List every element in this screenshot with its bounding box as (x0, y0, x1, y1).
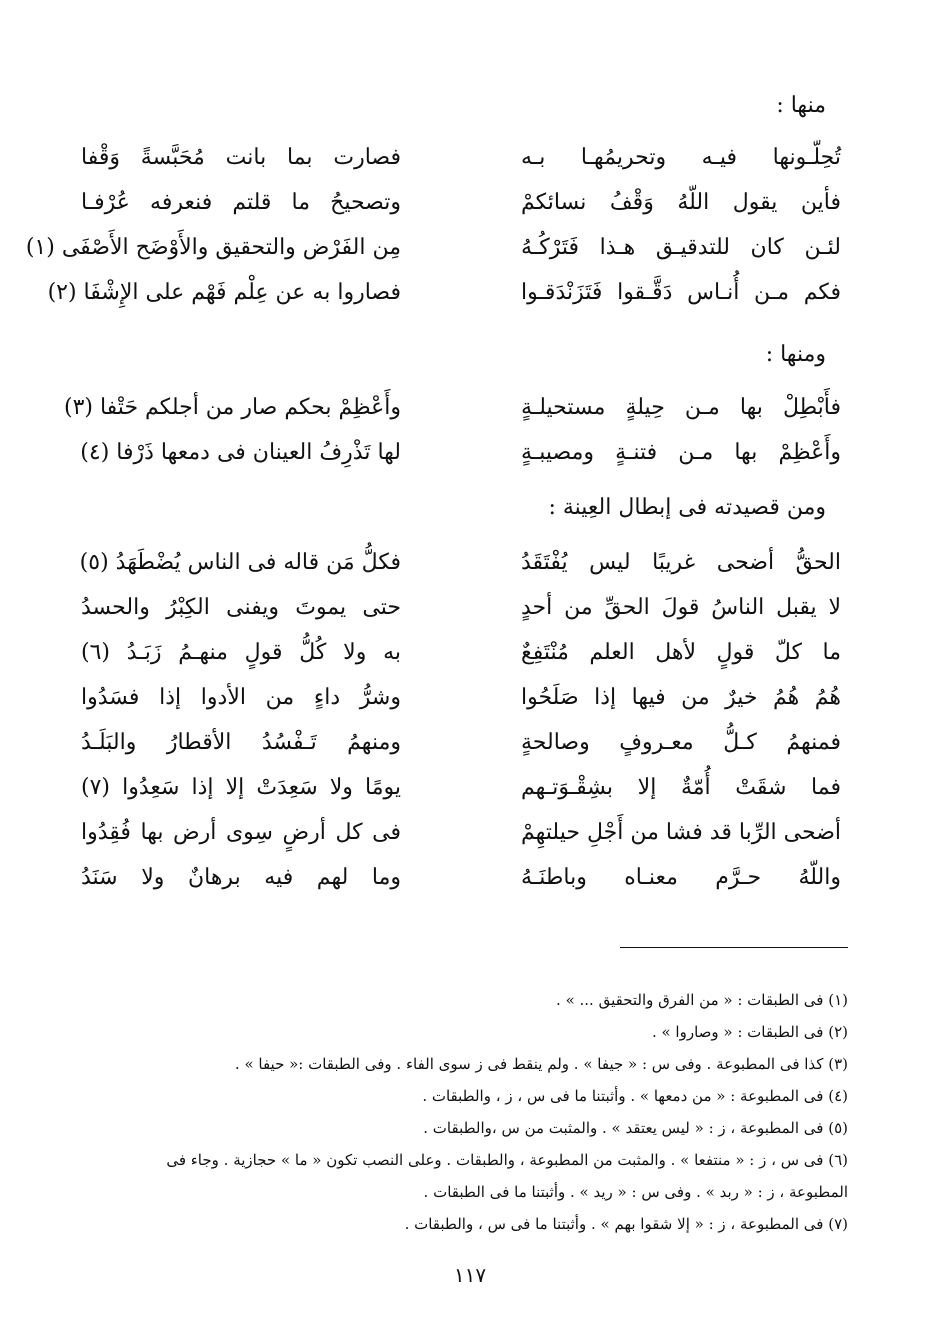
second-hemistich: وشرُّ داءٍ من الأدوا إذا فسَدُوا (81, 684, 401, 710)
second-hemistich: حتى يموتَ ويفنى الكِبْرُ والحسدُ (81, 594, 401, 620)
verse-line (81, 765, 841, 810)
first-hemistich: فأين يقول اللّهُ وَقْفُ نسائكمْ (521, 189, 841, 215)
poem-block (81, 540, 841, 900)
footnote: (٣) كذا فى المطبوعة . وفى س : « جيفا » . ولم ينقط فى ز سوى الفاء . وفى الطبقات :« حيفا » . (234, 1055, 848, 1073)
poem-block (25, 135, 841, 315)
verse-line (81, 855, 841, 900)
section-intro: ومنها : (765, 342, 826, 367)
second-hemistich: وتصحيحُ ما قلتم فنعرفه عُرْفـا (81, 189, 401, 215)
second-hemistich: ومنهمُ تَـفْسُدُ الأقطارُ والبَلَـدُ (81, 729, 401, 755)
second-hemistich: به ولا كُلُّ قولٍ منهـمُ زَبَـدُ (٦) (81, 639, 401, 665)
first-hemistich: فأَبْطِلْ بها مـن حِيلةٍ مستحيلـةٍ (521, 394, 841, 420)
first-hemistich: وأَعْظِمْ بها مـن فتنـةٍ ومصيبـةٍ (521, 439, 841, 465)
verse-line (81, 675, 841, 720)
footnotes (108, 984, 848, 1240)
verse-line (81, 540, 841, 585)
poem-block (63, 385, 841, 475)
verse-line (63, 385, 841, 430)
section-intro: ومن قصيدته فى إبطال العِينة : (548, 495, 826, 520)
second-hemistich: وأَعْظِمْ بحكم صار من أجلكم حَتْفا (٣) (63, 394, 401, 420)
footnote-separator (620, 947, 848, 948)
first-hemistich: واللّهُ حـرَّم معنـاه وباطنَـهُ (521, 864, 841, 890)
second-hemistich: يومًا ولا سَعِدَتْ إلا إذا سَعِدُوا (٧) (81, 774, 401, 800)
verse-line (81, 810, 841, 855)
footnote: (٢) فى الطبقات : « وصاروا » . (651, 1023, 848, 1041)
second-hemistich: فكلُّ مَن قاله فى الناس يُضْطَهَدُ (٥) (79, 549, 401, 575)
second-hemistich: فصارت بما بانت مُحَبَّسةً وَقْفا (81, 144, 401, 170)
second-hemistich: مِن الفَرْض والتحقيق والأَوْضَح الأَصْفَى (١) (25, 234, 401, 260)
footnote: (٧) فى المطبوعة ، ز : « إلا شقوا بهم » . وأثبتنا ما فى س ، والطبقات . (404, 1215, 848, 1233)
first-hemistich: فمنهمُ كـلُّ معـروفٍ وصالحةٍ (521, 729, 841, 755)
verse-line (81, 180, 841, 225)
first-hemistich: لا يقبل الناسُ قولَ الحقِّ من أحدٍ (521, 594, 841, 620)
first-hemistich: ما كلّ قولٍ لأهل العلم مُنْتَفِعٌ (521, 639, 841, 665)
verse-line (81, 430, 841, 475)
footnote: (٦) فى س ، ز : « منتفعا » . والمثبت من المطبوعة ، والطبقات . وعلى النصب تكون « ما » حجازية . وجاء فى المطبوعة ، ز : « ربد » . وفى س : « ريد » . وأثبتنا ما فى الطبقات . (166, 1151, 848, 1201)
second-hemistich: فى كل أرضٍ سِوى أرض بها فُقِدُوا (81, 819, 401, 845)
footnote: (١) فى الطبقات : « من الفرق والتحقيق ... » . (556, 991, 848, 1009)
verse-line (81, 135, 841, 180)
footnote: (٤) فى المطبوعة : « من دمعها » . وأثبتنا ما فى س ، ز ، والطبقات . (422, 1087, 848, 1105)
verse-line (81, 630, 841, 675)
section-intro: منها : (776, 93, 826, 118)
second-hemistich: وما لهم فيه برهانٌ ولا سَنَدُ (81, 864, 401, 890)
verse-line (81, 585, 841, 630)
first-hemistich: فما شقَتْ أُمّةٌ إلا بشِقْـوَتـهم (521, 774, 841, 800)
footnote: (٥) فى المطبوعة ، ز : « ليس يعتقد » . والمثبت من س ،والطبقات . (423, 1119, 848, 1137)
page-number: ١١٧ (453, 1263, 487, 1287)
first-hemistich: الحقُّ أضحى غريبًا ليس يُفْتَقَدُ (521, 549, 841, 575)
first-hemistich: تُحِلّـونها فيـه وتحريمُهـا بـه (521, 144, 841, 170)
first-hemistich: لئـن كان للتدقيـق هـذا فَتَرْكُـهُ (521, 234, 841, 260)
verse-line (25, 225, 841, 270)
verse-line (81, 720, 841, 765)
second-hemistich: فصاروا به عن عِلْم فَهْم على الإِشْفَا (٢) (47, 279, 401, 305)
first-hemistich: هُمُ هُمُ خيرٌ من فيها إذا صَلَحُوا (521, 684, 841, 710)
second-hemistich: لها تَذْرِفُ العينان فى دمعها ذَرْفا (٤) (80, 439, 401, 465)
first-hemistich: أضحى الرِّبا قد فشا من أَجْلِ حيلتهِمْ (521, 819, 841, 845)
verse-line (47, 270, 841, 315)
first-hemistich: فكم مـن أُنـاس دَقَّـقوا فَتَزَنْدَقـوا (521, 279, 841, 305)
